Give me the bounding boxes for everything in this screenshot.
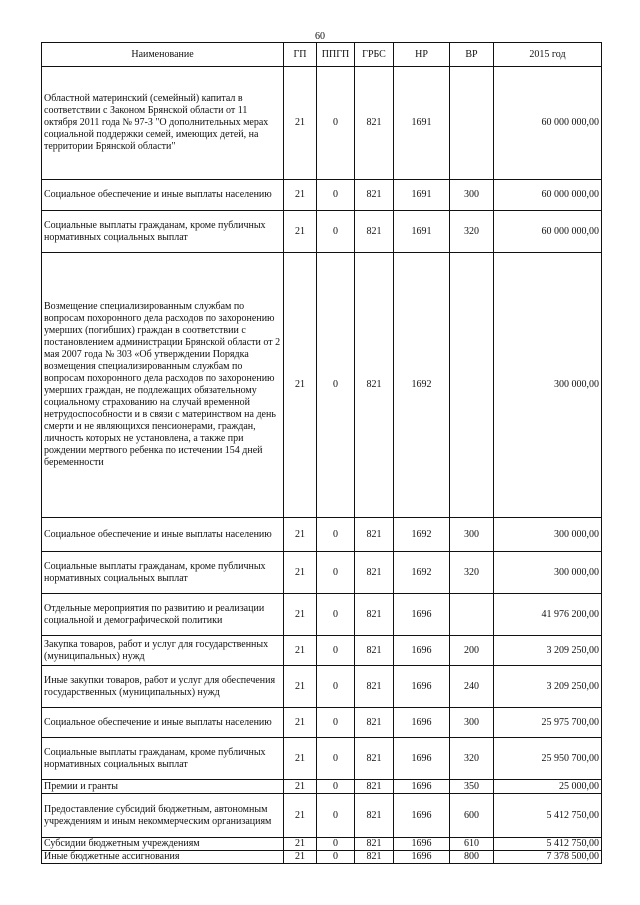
row-gp: 21 (284, 794, 317, 838)
row-vr: 320 (450, 738, 494, 780)
row-name: Социальное обеспечение и иные выплаты населению (42, 180, 284, 211)
row-grbs: 821 (355, 851, 394, 864)
row-name: Областной материнский (семейный) капитал в соответствии с Законом Брянской области от 11 октября 2011 года № 97-З "О дополнительных мерах социальной поддержки семей, имеющих детей, на территории Брянской области" (42, 67, 284, 180)
row-ppgp: 0 (317, 518, 355, 552)
table-row (42, 180, 602, 211)
table-row (42, 794, 602, 838)
row-amount: 300 000,00 (494, 253, 602, 518)
row-grbs: 821 (355, 794, 394, 838)
row-vr: 200 (450, 636, 494, 666)
row-gp: 21 (284, 666, 317, 708)
row-ppgp: 0 (317, 594, 355, 636)
row-amount: 3 209 250,00 (494, 636, 602, 666)
table-row (42, 838, 602, 851)
row-amount: 5 412 750,00 (494, 838, 602, 851)
row-vr: 240 (450, 666, 494, 708)
row-name: Закупка товаров, работ и услуг для государственных (муниципальных) нужд (42, 636, 284, 666)
row-vr (450, 67, 494, 180)
table-row (42, 780, 602, 794)
row-ppgp: 0 (317, 253, 355, 518)
row-np: 1692 (394, 552, 450, 594)
row-ppgp: 0 (317, 738, 355, 780)
row-gp: 21 (284, 67, 317, 180)
row-gp: 21 (284, 594, 317, 636)
row-name: Социальные выплаты гражданам, кроме публичных нормативных социальных выплат (42, 738, 284, 780)
header-gp: ГП (284, 43, 317, 67)
row-vr (450, 594, 494, 636)
header-vr: ВР (450, 43, 494, 67)
budget-table (41, 42, 602, 864)
table-row (42, 636, 602, 666)
row-name: Премии и гранты (42, 780, 284, 794)
row-ppgp: 0 (317, 780, 355, 794)
row-amount: 25 000,00 (494, 780, 602, 794)
row-gp: 21 (284, 838, 317, 851)
row-amount: 7 378 500,00 (494, 851, 602, 864)
header-np: НР (394, 43, 450, 67)
row-np: 1696 (394, 794, 450, 838)
table-row (42, 594, 602, 636)
row-name: Предоставление субсидий бюджетным, автономным учреждениям и иным некоммерческим организациям (42, 794, 284, 838)
row-ppgp: 0 (317, 851, 355, 864)
row-ppgp: 0 (317, 708, 355, 738)
table-row (42, 666, 602, 708)
row-np: 1692 (394, 518, 450, 552)
row-name: Социальное обеспечение и иные выплаты населению (42, 518, 284, 552)
table-row (42, 708, 602, 738)
row-np: 1696 (394, 738, 450, 780)
row-grbs: 821 (355, 636, 394, 666)
row-ppgp: 0 (317, 67, 355, 180)
row-grbs: 821 (355, 838, 394, 851)
row-amount: 300 000,00 (494, 552, 602, 594)
row-ppgp: 0 (317, 666, 355, 708)
row-np: 1696 (394, 666, 450, 708)
row-vr: 300 (450, 708, 494, 738)
row-grbs: 821 (355, 594, 394, 636)
row-amount: 60 000 000,00 (494, 180, 602, 211)
row-gp: 21 (284, 211, 317, 253)
table-row (42, 518, 602, 552)
row-np: 1691 (394, 67, 450, 180)
row-gp: 21 (284, 253, 317, 518)
row-ppgp: 0 (317, 211, 355, 253)
row-np: 1696 (394, 851, 450, 864)
row-gp: 21 (284, 851, 317, 864)
row-grbs: 821 (355, 67, 394, 180)
row-np: 1691 (394, 211, 450, 253)
row-vr: 350 (450, 780, 494, 794)
row-ppgp: 0 (317, 552, 355, 594)
table-row (42, 552, 602, 594)
row-vr: 300 (450, 518, 494, 552)
row-vr (450, 253, 494, 518)
row-gp: 21 (284, 738, 317, 780)
table-row (42, 851, 602, 864)
row-gp: 21 (284, 708, 317, 738)
row-vr: 320 (450, 211, 494, 253)
row-grbs: 821 (355, 552, 394, 594)
row-gp: 21 (284, 180, 317, 211)
row-gp: 21 (284, 518, 317, 552)
row-name: Субсидии бюджетным учреждениям (42, 838, 284, 851)
row-np: 1696 (394, 838, 450, 851)
row-vr: 610 (450, 838, 494, 851)
row-name: Социальное обеспечение и иные выплаты населению (42, 708, 284, 738)
table-row (42, 738, 602, 780)
row-gp: 21 (284, 780, 317, 794)
row-grbs: 821 (355, 780, 394, 794)
row-name: Иные бюджетные ассигнования (42, 851, 284, 864)
row-vr: 320 (450, 552, 494, 594)
row-vr: 300 (450, 180, 494, 211)
row-amount: 41 976 200,00 (494, 594, 602, 636)
row-grbs: 821 (355, 211, 394, 253)
row-np: 1692 (394, 253, 450, 518)
table-row (42, 67, 602, 180)
table-row (42, 253, 602, 518)
row-grbs: 821 (355, 738, 394, 780)
header-grbs: ГРБС (355, 43, 394, 67)
row-grbs: 821 (355, 708, 394, 738)
row-np: 1696 (394, 636, 450, 666)
row-np: 1696 (394, 594, 450, 636)
row-np: 1696 (394, 708, 450, 738)
header-name: Наименование (42, 43, 284, 67)
row-grbs: 821 (355, 518, 394, 552)
header-ppgp: ППГП (317, 43, 355, 67)
row-amount: 60 000 000,00 (494, 211, 602, 253)
row-np: 1696 (394, 780, 450, 794)
row-amount: 5 412 750,00 (494, 794, 602, 838)
row-gp: 21 (284, 552, 317, 594)
row-ppgp: 0 (317, 794, 355, 838)
row-amount: 3 209 250,00 (494, 666, 602, 708)
row-name: Социальные выплаты гражданам, кроме публичных нормативных социальных выплат (42, 552, 284, 594)
row-name: Возмещение специализированным службам по вопросам похоронного дела расходов по захоронению умерших (погибших) граждан в соответствии с постановлением администрации Брянской области от 2 мая 2007 года № 303 «Об утверждении Порядка возмещения специализированным службам по вопросам похоронного дела расходов по захоронению умерших граждан, не подлежащих обязательному социальному страхованию на случай временной нетрудоспособности и в связи с материнством на день смерти и не являющихся пенсионерами, граждан, личность которых не установлена, а также при рождении мертвого ребенка по истечении 154 дней беременности (42, 253, 284, 518)
row-name: Социальные выплаты гражданам, кроме публичных нормативных социальных выплат (42, 211, 284, 253)
row-gp: 21 (284, 636, 317, 666)
page-number: 60 (315, 31, 325, 42)
row-name: Отдельные мероприятия по развитию и реализации социальной и демографической политики (42, 594, 284, 636)
row-grbs: 821 (355, 253, 394, 518)
row-np: 1691 (394, 180, 450, 211)
header-row (42, 43, 602, 67)
row-amount: 25 950 700,00 (494, 738, 602, 780)
row-amount: 60 000 000,00 (494, 67, 602, 180)
row-name: Иные закупки товаров, работ и услуг для обеспечения государственных (муниципальных) нужд (42, 666, 284, 708)
row-ppgp: 0 (317, 180, 355, 211)
row-amount: 300 000,00 (494, 518, 602, 552)
row-amount: 25 975 700,00 (494, 708, 602, 738)
row-grbs: 821 (355, 180, 394, 211)
table-row (42, 211, 602, 253)
row-grbs: 821 (355, 666, 394, 708)
row-ppgp: 0 (317, 838, 355, 851)
header-year: 2015 год (494, 43, 602, 67)
row-vr: 800 (450, 851, 494, 864)
row-vr: 600 (450, 794, 494, 838)
row-ppgp: 0 (317, 636, 355, 666)
